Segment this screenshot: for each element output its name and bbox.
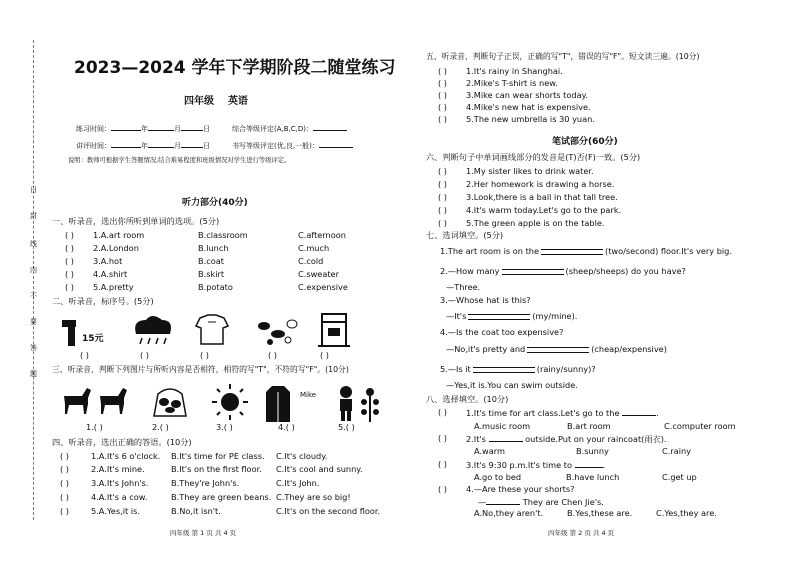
q8-question: 4.—Are these your shorts? (466, 484, 575, 494)
q7-line5: 5.—Is it (rainy/sunny)? (440, 364, 596, 374)
answer-blank[interactable] (527, 347, 589, 353)
q6-sentence: 3.Look,there is a ball in that tall tree. (466, 192, 618, 202)
q7-line2-answer: —Three. (446, 282, 481, 292)
q5-sentence: 1.It's rainy in Shanghai. (466, 66, 563, 76)
q7-line4b: —No,it's pretty and (cheap/expensive) (446, 344, 667, 354)
q1-option-b: B.skirt (198, 269, 225, 279)
binding-line (33, 40, 35, 520)
binding-char: 答 (30, 344, 37, 352)
potatoes-icon (154, 389, 186, 416)
q5-paren[interactable]: ( ) (438, 78, 447, 88)
q7-title: 七、选词填空。(5分) (426, 230, 504, 240)
q1-option-c: C.sweater (298, 269, 339, 279)
footer-left: 四年级 第 1 页 共 4 页 (170, 529, 237, 537)
blank[interactable] (622, 407, 656, 416)
q1-option-a: 5.A.pretty (93, 282, 134, 292)
blank[interactable] (148, 122, 174, 131)
q1-option-b: B.lunch (198, 243, 229, 253)
q5-paren[interactable]: ( ) (438, 66, 447, 76)
q1-option-b: B.classroom (198, 230, 248, 240)
q1-paren[interactable]: ( ) (65, 243, 74, 253)
blank[interactable] (489, 433, 523, 442)
subtitle (184, 92, 248, 107)
listening-header: 听力部分(40分) (182, 198, 248, 208)
footer-right: 四年级 第 2 页 共 4 页 (548, 529, 615, 537)
binding-char: 线 (30, 240, 37, 248)
q4-option-b: B.They are green beans. (171, 492, 272, 502)
overall-grade-row: 综合等级评定(A,B,C,D)： (232, 122, 347, 134)
q8-option-b: B.have lunch (566, 472, 620, 482)
answer-blank[interactable] (541, 249, 603, 255)
q4-option-c: C.It's John. (276, 478, 320, 488)
q4-paren[interactable]: ( ) (60, 492, 69, 502)
subject: 英语 (227, 96, 248, 107)
q8-option-a: A.music room (474, 421, 531, 431)
q8-option-b: B.art room (567, 421, 611, 431)
q8-option-c: C.rainy (662, 446, 692, 456)
note: 说明：教师可根据学生答题情况,结合难易程度和班级情况对学生进行等级评定。 (68, 157, 291, 164)
q4-option-c: C.It's cool and sunny. (276, 464, 363, 474)
q4-option-b: B.It's time for PE class. (171, 451, 265, 461)
page-title: 2023—2024 学年下学期阶段二随堂练习 (74, 58, 396, 78)
q5-sentence: 5.The new umbrella is 30 yuan. (466, 114, 595, 124)
q3-item[interactable]: 1.( ) (86, 422, 103, 432)
q1-option-a: 1.A.art room (93, 230, 145, 240)
q8-question: 2.It's outside.Put on your raincoat(雨衣). (466, 434, 667, 444)
q1-option-b: B.coat (198, 256, 224, 266)
q4-paren[interactable]: ( ) (60, 506, 69, 516)
binding-char: 封 (30, 212, 37, 220)
q2-paren[interactable]: ( ) (80, 350, 89, 360)
q7-line3: 3.—Whose hat is this? (440, 295, 531, 305)
q3-item[interactable]: 5.( ) (338, 422, 355, 432)
q4-paren[interactable]: ( ) (60, 451, 69, 461)
q1-option-c: C.cold (298, 256, 324, 266)
q8-option-a: A.go to bed (474, 472, 522, 482)
blank[interactable] (148, 139, 174, 148)
q4-option-b: B.It's on the first floor. (171, 464, 262, 474)
q6-title: 六、判断句子中单词画线部分的发音是(T)否(F)一致。(5分) (426, 152, 641, 162)
q4-option-c: C.They are so big! (276, 492, 351, 502)
horse-icon (64, 388, 127, 414)
q5-paren[interactable]: ( ) (438, 102, 447, 112)
q8-option-a: A.warm (474, 446, 505, 456)
practice-time-row: 练习时间： 年 月 日 (76, 122, 210, 134)
shirt-icon (196, 315, 228, 344)
q6-paren[interactable]: ( ) (438, 205, 447, 215)
q1-paren[interactable]: ( ) (65, 256, 74, 266)
q1-paren[interactable]: ( ) (65, 230, 74, 240)
q6-sentence: 5.The green apple is on the table. (466, 218, 605, 228)
mike-label: Mike (300, 391, 317, 399)
q3-item[interactable]: 3.( ) (216, 422, 233, 432)
q1-title: 一、听录音，选出你所听到单词的选项。(5分) (52, 216, 220, 226)
q8-title: 八、选择填空。(10分) (426, 394, 509, 404)
q8-option-c: C.Yes,they are. (656, 508, 717, 518)
q1-paren[interactable]: ( ) (65, 269, 74, 279)
q1-paren[interactable]: ( ) (65, 282, 74, 292)
coat-icon (266, 386, 290, 422)
q4-paren[interactable]: ( ) (60, 478, 69, 488)
q4-title: 四、听录音，选出正确的答语。(10分) (52, 437, 192, 447)
blank[interactable] (486, 496, 520, 505)
q4-option-a: 3.A.It's John's. (91, 478, 149, 488)
q1-option-c: C.expensive (298, 282, 348, 292)
q4-option-a: 2.A.It's mine. (91, 464, 145, 474)
q8-paren[interactable]: ( ) (438, 484, 447, 494)
q7-line1: 1.The art room is on the (two/second) floor.It's very big. (440, 246, 732, 256)
cows-icon (258, 320, 297, 345)
q6-paren[interactable]: ( ) (438, 166, 447, 176)
q7-line4: 4.—Is the coat too expensive? (440, 327, 564, 337)
q1-option-c: C.afternoon (298, 230, 346, 240)
blank[interactable] (319, 139, 353, 148)
binding-char: 不 (30, 292, 37, 300)
q5-sentence: 2.Mike's T-shirt is new. (466, 78, 558, 88)
q2-paren[interactable]: ( ) (320, 350, 329, 360)
q1-option-a: 3.A.hot (93, 256, 123, 266)
q3-title: 三、听录音，判断下列图片与所听内容是否相符，相符的写"T"，不符的写"F"。(10分) (52, 365, 349, 374)
q4-option-a: 1.A.It's 6 o'clock. (91, 451, 161, 461)
answer-blank[interactable] (502, 269, 564, 275)
q5-paren[interactable]: ( ) (438, 90, 447, 100)
classroom-icon (318, 314, 350, 346)
q4-option-c: C.It's on the second floor. (276, 506, 381, 516)
q2-paren[interactable]: ( ) (140, 350, 149, 360)
q8-question: 3.It's 9:30 p.m.It's time to . (466, 460, 606, 470)
q2-title: 二、听录音，标序号。(5分) (52, 296, 154, 306)
grade: 四年级 (184, 96, 214, 107)
binding-char: 要 (30, 318, 37, 326)
q3-item[interactable]: 2.( ) (152, 422, 169, 432)
binding-char: 内 (30, 266, 37, 274)
q8-paren[interactable]: ( ) (438, 407, 447, 417)
q6-paren[interactable]: ( ) (438, 192, 447, 202)
blank[interactable] (313, 122, 347, 131)
blank[interactable] (181, 139, 203, 148)
q6-paren[interactable]: ( ) (438, 218, 447, 228)
q3-item[interactable]: 4.( ) (278, 422, 295, 432)
q1-option-b: B.potato (198, 282, 233, 292)
q1-option-a: 2.A.London (93, 243, 139, 253)
blank[interactable] (575, 459, 603, 468)
blank[interactable] (181, 122, 203, 131)
q8-option-b: B.sunny (576, 446, 609, 456)
q6-paren[interactable]: ( ) (438, 179, 447, 189)
q4-paren[interactable]: ( ) (60, 464, 69, 474)
q5-paren[interactable]: ( ) (438, 114, 447, 124)
q1-option-c: C.much (298, 243, 330, 253)
q5-title: 五、听录音，判断句子正误，正确的写"T"，错误的写"F"。短文读三遍。(10分) (426, 52, 700, 61)
price-label: 15元 (82, 334, 104, 344)
q8-option-c: C.computer room (664, 421, 736, 431)
q4-option-a: 5.A.Yes,it is. (91, 506, 140, 516)
q2-paren[interactable]: ( ) (268, 350, 277, 360)
writing-grade-row: 书写等级评定(优,良,一般)： (232, 139, 353, 151)
q4-option-b: B.They're John's. (171, 478, 240, 488)
blank[interactable] (111, 139, 141, 148)
q1-option-a: 4.A.shirt (93, 269, 128, 279)
boy-icon (340, 386, 352, 421)
q8-paren[interactable]: ( ) (438, 433, 447, 443)
answer-blank[interactable] (473, 367, 535, 373)
rain-cloud-icon (135, 316, 171, 344)
q8-question-line2: — They are Chen Jie's. (478, 497, 604, 507)
comment-time-row: 讲评时间： 年 月 日 (76, 139, 210, 151)
q6-sentence: 1.My sister likes to drink water. (466, 166, 594, 176)
binding-char: 日 (30, 186, 37, 194)
q8-option-b: B.Yes,these are. (567, 508, 633, 518)
flowers-icon (361, 388, 379, 422)
q8-paren[interactable]: ( ) (438, 459, 447, 469)
sun-icon (212, 384, 248, 420)
written-header: 笔试部分(60分) (552, 137, 618, 147)
q5-sentence: 3.Mike can wear shorts today. (466, 90, 588, 100)
q7-line2: 2.—How many (sheep/sheeps) do you have? (440, 266, 686, 276)
q4-option-a: 4.A.It's a cow. (91, 492, 148, 502)
q8-question: 1.It's time for art class.Let's go to the . (466, 408, 659, 418)
q7-line3b: —It's (my/mine). (446, 311, 578, 321)
q4-option-c: C.It's cloudy. (276, 451, 328, 461)
q6-sentence: 2.Her homework is drawing a horse. (466, 179, 615, 189)
q8-option-a: A.No,they aren't. (474, 508, 544, 518)
answer-blank[interactable] (468, 314, 530, 320)
blank[interactable] (111, 122, 141, 131)
price-tag-icon (62, 320, 76, 346)
q6-sentence: 4.It's warm today.Let's go to the park. (466, 205, 622, 215)
q5-sentence: 4.Mike's new hat is expensive. (466, 102, 591, 112)
binding-char: 题 (30, 370, 37, 378)
q7-line5-answer: —Yes,it is.You can swim outside. (446, 380, 578, 390)
q8-option-c: C.get up (662, 472, 697, 482)
q2-paren[interactable]: ( ) (200, 350, 209, 360)
q4-option-b: B.No,it isn't. (171, 506, 221, 516)
